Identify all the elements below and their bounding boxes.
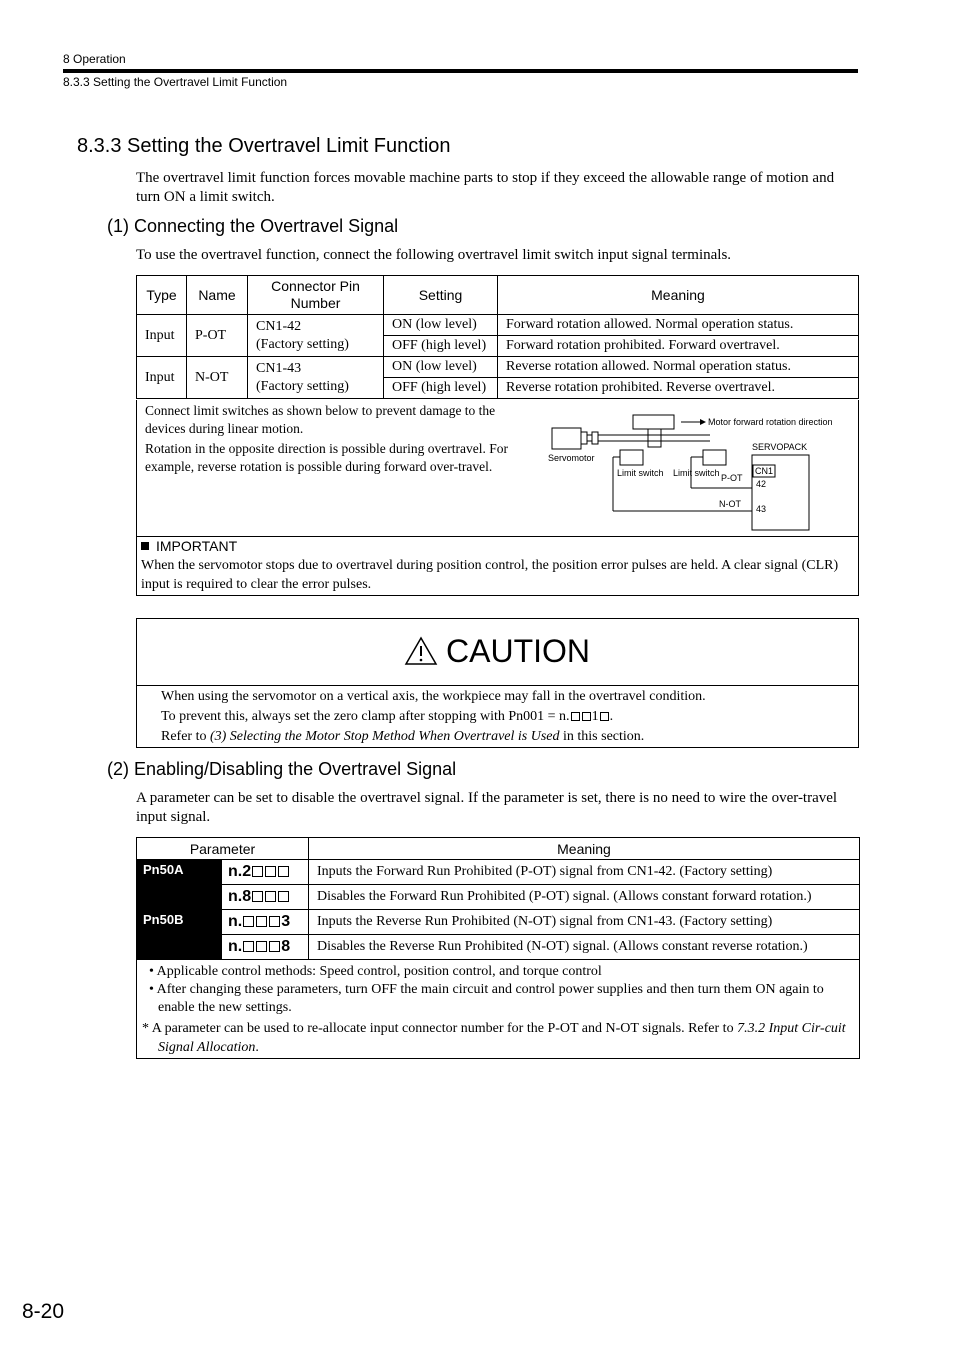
servomotor-label: Servomotor bbox=[548, 453, 595, 463]
col-header-pin: Connector Pin Number bbox=[248, 276, 384, 315]
motor-direction-label: Motor forward rotation direction bbox=[708, 417, 833, 427]
limit-switch-1-label: Limit switch bbox=[617, 468, 664, 478]
col-header-parameter: Parameter bbox=[137, 838, 309, 860]
param-meaning: Inputs the Reverse Run Prohibited (N-OT) signal from CN1-43. (Factory setting) bbox=[309, 910, 860, 935]
note-control-methods: • Applicable control methods: Speed control, position control, and torque control bbox=[149, 964, 602, 979]
header-rule bbox=[63, 69, 858, 73]
caution-title: CAUTION bbox=[446, 632, 590, 669]
note-opposite-direction: Rotation in the opposite direction is possible during overtravel. For example, reverse rotation is possible during forward over-travel. bbox=[145, 441, 508, 474]
param-pn50a: Pn50A bbox=[137, 860, 222, 910]
footnote-reference: 7.3.2 Input Cir-cuit Signal Allocation bbox=[158, 1021, 846, 1055]
caution-line-2: To prevent this, always set the zero clamp after stopping with Pn001 = n. 1 . bbox=[161, 709, 614, 724]
cell-type: Input bbox=[137, 357, 187, 399]
warning-triangle-icon bbox=[404, 636, 438, 666]
servopack-label: SERVOPACK bbox=[752, 442, 808, 452]
section-header: 8.3.3 Setting the Overtravel Limit Function bbox=[63, 75, 288, 89]
pin-42-label: 42 bbox=[756, 479, 767, 489]
subsection-2-text: A parameter can be set to disable the overtravel signal. If the parameter is set, there is no need to wire the over-travel input signal. bbox=[136, 790, 838, 825]
important-heading: IMPORTANT bbox=[141, 538, 237, 554]
param-value: n.2 bbox=[222, 860, 309, 885]
pot-label: P-OT bbox=[721, 473, 743, 483]
caution-divider bbox=[136, 685, 859, 686]
cell-meaning: Reverse rotation allowed. Normal operation status. bbox=[498, 357, 859, 378]
col-header-setting: Setting bbox=[384, 276, 498, 315]
limit-switch-1 bbox=[620, 450, 643, 465]
coupling-left bbox=[581, 432, 587, 444]
caution-line-1: When using the servomotor on a vertical axis, the workpiece may fall in the overtravel condition. bbox=[161, 689, 706, 704]
carriage bbox=[648, 429, 661, 447]
subsection-1-heading: (1) Connecting the Overtravel Signal bbox=[107, 216, 399, 236]
col-header-name: Name bbox=[187, 276, 248, 315]
cell-setting: OFF (high level) bbox=[384, 378, 498, 399]
limit-switch-2 bbox=[703, 450, 726, 465]
cell-type: Input bbox=[137, 315, 187, 357]
cell-meaning: Forward rotation allowed. Normal operation status. bbox=[498, 315, 859, 336]
param-pn50b: Pn50B bbox=[137, 910, 222, 960]
pin-43-label: 43 bbox=[756, 504, 767, 514]
parameter-table bbox=[136, 837, 860, 960]
note-linear-motion: Connect limit switches as shown below to prevent damage to the devices during linear motion. bbox=[145, 403, 496, 436]
cell-name: P-OT bbox=[187, 315, 248, 357]
cell-setting: OFF (high level) bbox=[384, 336, 498, 357]
param-meaning: Disables the Reverse Run Prohibited (N-OT) signal. (Allows constant reverse rotation.) bbox=[309, 935, 860, 960]
caution-title-row bbox=[404, 629, 590, 673]
param-value: n. 8 bbox=[222, 935, 309, 960]
cn1-label: CN1 bbox=[755, 466, 774, 476]
cell-setting: ON (low level) bbox=[384, 315, 498, 336]
limit-switch-wiring-diagram bbox=[540, 408, 850, 534]
chapter-header: 8 Operation bbox=[63, 52, 126, 66]
servomotor-shape bbox=[552, 428, 581, 449]
cell-setting: ON (low level) bbox=[384, 357, 498, 378]
page-number: 8-20 bbox=[22, 1300, 65, 1323]
param-value: n. 3 bbox=[222, 910, 309, 935]
col-header-type: Type bbox=[137, 276, 187, 315]
machine-table bbox=[633, 415, 674, 429]
cell-name: N-OT bbox=[187, 357, 248, 399]
caution-reference: (3) Selecting the Motor Stop Method When Overtravel is Used bbox=[209, 729, 560, 744]
subsection-2-heading: (2) Enabling/Disabling the Overtravel Signal bbox=[107, 759, 457, 779]
param-meaning: Disables the Forward Run Prohibited (P-OT) signal. (Allows constant forward rotation.) bbox=[309, 885, 860, 910]
coupling-right bbox=[592, 432, 598, 444]
col-header-meaning: Meaning bbox=[309, 838, 860, 860]
cell-pin: CN1-42 (Factory setting) bbox=[248, 315, 384, 357]
param-meaning: Inputs the Forward Run Prohibited (P-OT) signal from CN1-42. (Factory setting) bbox=[309, 860, 860, 885]
cell-pin: CN1-43 (Factory setting) bbox=[248, 357, 384, 399]
param-value: n.8 bbox=[222, 885, 309, 910]
limit-switch-2-label: Limit switch bbox=[673, 468, 720, 478]
caution-line-3: Refer to (3) Selecting the Motor Stop Method When Overtravel is Used in this section. bbox=[161, 729, 645, 744]
square-bullet-icon bbox=[141, 542, 149, 550]
col-header-meaning: Meaning bbox=[498, 276, 859, 315]
note-power-cycle: • After changing these parameters, turn OFF the main circuit and control power supplies and then turn them ON again to enable the new settings. bbox=[149, 982, 824, 1015]
cell-meaning: Forward rotation prohibited. Forward overtravel. bbox=[498, 336, 859, 357]
important-text: When the servomotor stops due to overtravel during position control, the position error pulses are held. A clear signal (CLR) input is required to clear the error pulses. bbox=[141, 558, 839, 592]
footnote-reallocation: * A parameter can be used to re-allocate input connector number for the P-OT and N-OT signals. Refer to 7.3.2 Input Cir-cuit Signal Allocation. bbox=[142, 1021, 846, 1055]
section-title: 8.3.3 Setting the Overtravel Limit Function bbox=[77, 135, 451, 157]
intro-paragraph: The overtravel limit function forces movable machine parts to stop if they exceed the allowable range of motion and turn ON a limit switch. bbox=[136, 170, 835, 205]
cell-meaning: Reverse rotation prohibited. Reverse overtravel. bbox=[498, 378, 859, 399]
not-label: N-OT bbox=[719, 499, 741, 509]
subsection-1-text: To use the overtravel function, connect the following overtravel limit switch input signal terminals. bbox=[136, 247, 732, 263]
signal-table bbox=[136, 275, 859, 399]
